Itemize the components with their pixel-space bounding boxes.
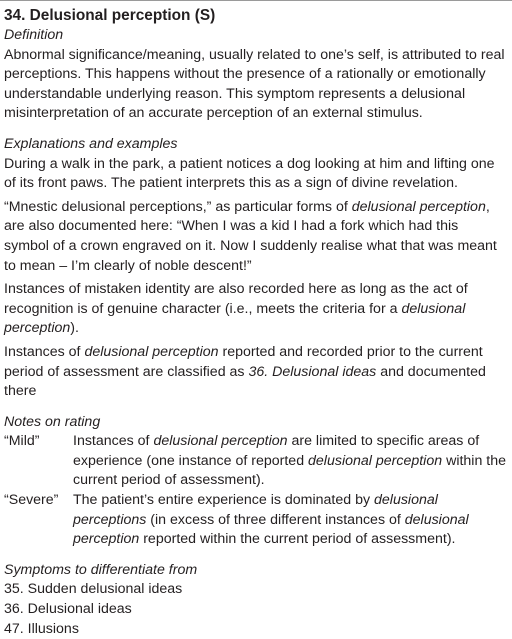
rating-mild-text [73, 432, 506, 491]
italic-reference: 36. Delusional ideas [248, 363, 377, 380]
definition-text: Abnormal significance/meaning, usually related to one’s self, is attributed to real perceptions. This happens without the presence of a rationally or emotionally understandable underlying reason. This symptom represents a delusional misinterpretation of an accurate perception of an external stimulus. [4, 46, 505, 122]
differentiate-section [4, 561, 506, 639]
list-item: 35. Sudden delusional ideas [4, 581, 183, 598]
text-run: Instances of [73, 433, 154, 450]
italic-term: delusional perception [4, 300, 466, 337]
rating-severe-text [73, 491, 506, 550]
text-run: , are also documented here: “When I was a kid I had a fork which had this symbol of a crown engraved on it. Now I suddenly realise what that was meant to mean – I’m clearly of noble descent!” [4, 198, 497, 274]
definition-heading: Definition [4, 27, 64, 43]
text-run: reported and recorded prior to the current period of assessment are classified as [4, 343, 483, 380]
rating-mild-row [4, 432, 506, 491]
list-item: 36. Delusional ideas [4, 601, 132, 618]
text-run: and documented there [4, 363, 486, 400]
text-run: are limited to specific areas of experience (one instance of reported [73, 433, 480, 469]
text-run: Instances of mistaken identity are also recorded here as long as the act of recognition is of genuine character (i.e., meets the criteria for a [4, 281, 468, 317]
italic-term: delusional perception [73, 511, 469, 548]
list-item: 47. Illusions [4, 620, 79, 637]
italic-term: delusional perceptions [73, 492, 438, 528]
rating-severe-label: “Severe” [4, 492, 59, 509]
rating-heading: Notes on rating [4, 413, 101, 430]
italic-term: delusional perception [84, 343, 219, 360]
rating-severe-row [4, 491, 506, 550]
text-run: The patient’s entire experience is dominated by [73, 492, 375, 509]
explanation-paragraph-1: During a walk in the park, a patient notices a dog looking at him and lifting one of its front paws. The patient interprets this as a sign of divine revelation. [4, 155, 495, 192]
explanation-paragraph-2 [4, 198, 506, 276]
rating-section [4, 413, 506, 550]
text-run: “Mnestic delusional perceptions,” as particular forms of [4, 198, 352, 215]
italic-term: delusional perception [308, 452, 443, 469]
text-run: within the current period of assessment). [73, 452, 507, 489]
explanation-paragraph-3 [4, 280, 506, 339]
italic-term: delusional perception [153, 433, 288, 450]
text-run: ). [70, 320, 79, 337]
definition-section [4, 26, 506, 124]
differentiate-heading: Symptoms to differentiate from [4, 561, 198, 578]
explanations-heading: Explanations and examples [4, 135, 178, 152]
explanation-paragraph-4 [4, 343, 506, 402]
text-run: Instances of [4, 343, 85, 360]
text-run: reported within the current period of assessment). [139, 531, 456, 548]
rating-mild-label: “Mild” [4, 433, 40, 450]
explanations-section [4, 135, 506, 402]
page-title: 34. Delusional perception (S) [4, 7, 216, 24]
text-run: (in excess of three different instances of [146, 511, 405, 528]
top-rule [0, 0, 512, 1]
italic-term: delusional perception [351, 198, 486, 215]
